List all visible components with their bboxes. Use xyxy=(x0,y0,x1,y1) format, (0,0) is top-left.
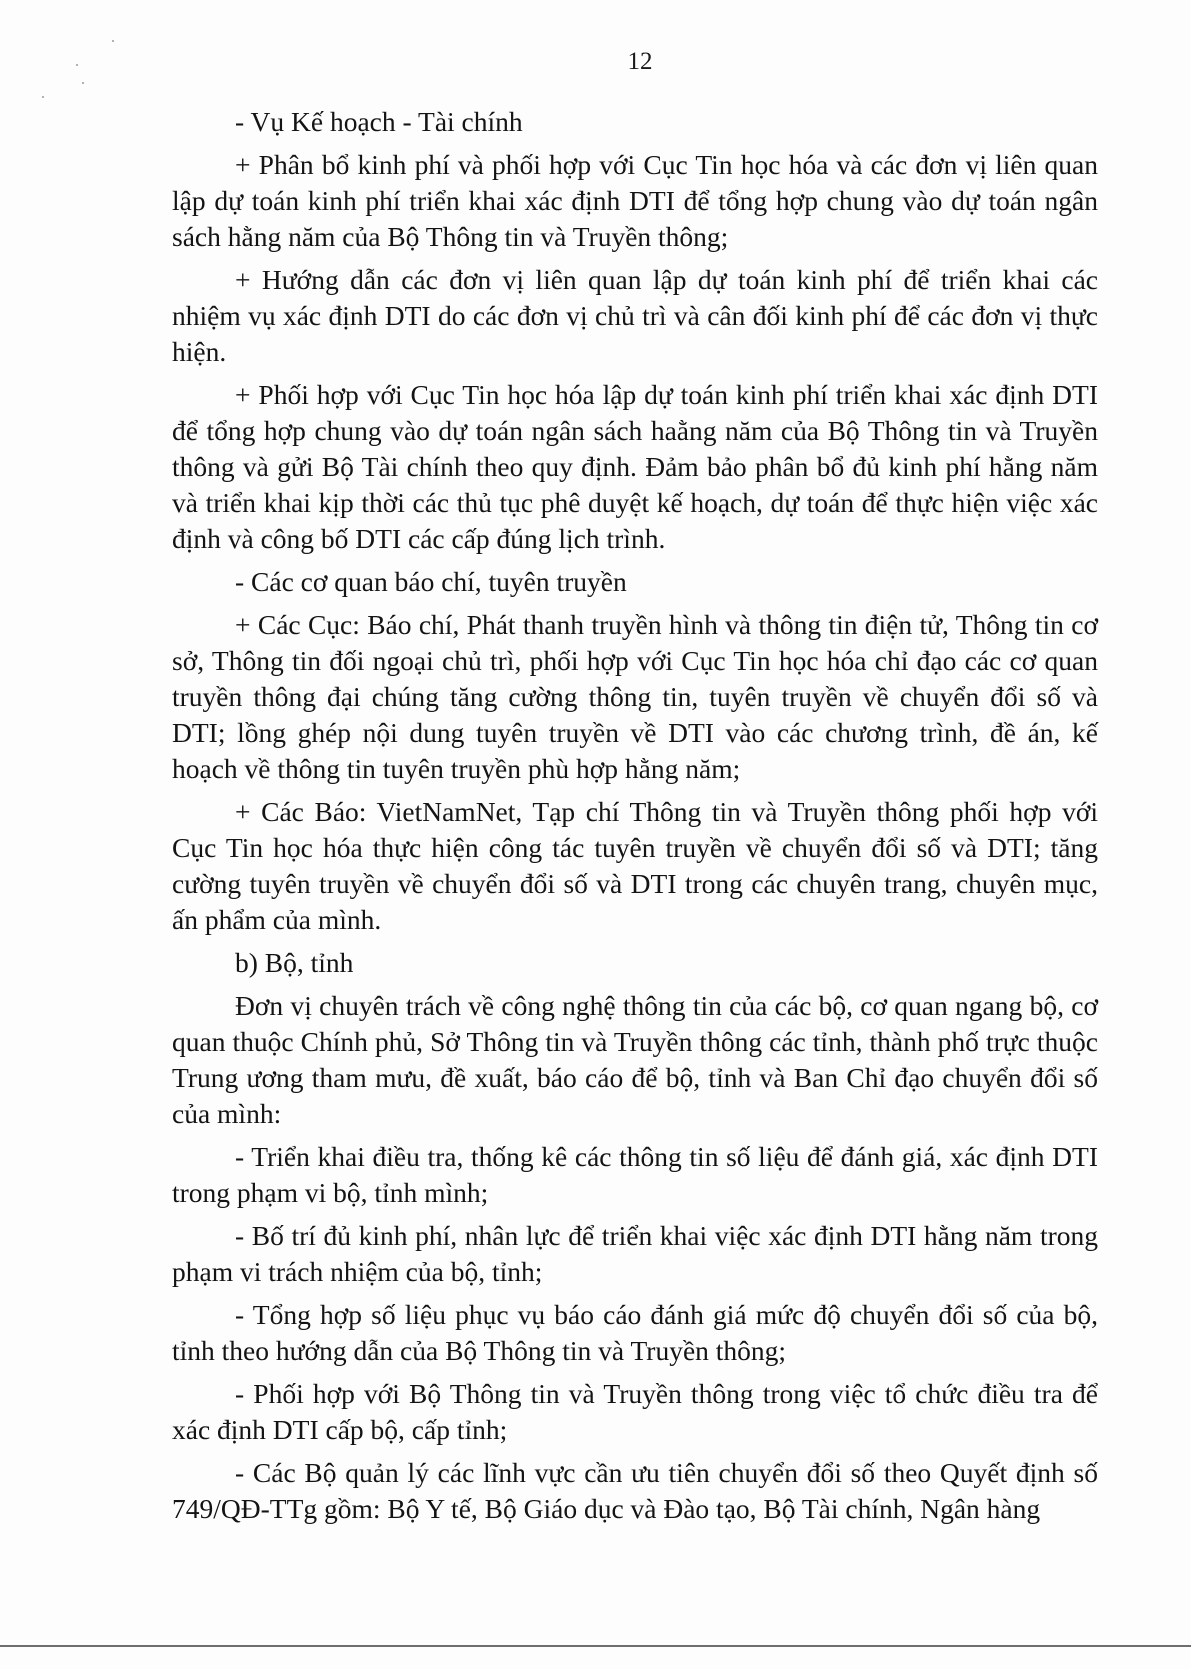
page-number: 12 xyxy=(627,48,653,75)
paragraph-press-newspapers: + Các Báo: VietNamNet, Tạp chí Thông tin và Truyền thông phối hợp với Cục Tin học hóa thực hiện công tác tuyên truyền về chuyển đổi số và DTI; tăng cường tuyên truyền về chuyển đổi số và DTI trong các chuyên trang, chuyên mục, ấn phẩm của mình. xyxy=(172,796,1098,935)
scan-bottom-edge xyxy=(0,1645,1191,1647)
section-heading-ministry-province: b) Bộ, tỉnh xyxy=(235,947,354,978)
list-item-funding: - Bố trí đủ kinh phí, nhân lực để triển khai việc xác định DTI hằng năm trong phạm vi trách nhiệm của bộ, tỉnh; xyxy=(172,1220,1098,1287)
scan-speck xyxy=(112,40,114,42)
list-item-data-summary: - Tổng hợp số liệu phục vụ báo cáo đánh giá mức độ chuyển đổi số của bộ, tỉnh theo hướng dẫn của Bộ Thông tin và Truyền thông; xyxy=(172,1299,1098,1366)
paragraph-budget-allocation: + Phân bổ kinh phí và phối hợp với Cục Tin học hóa và các đơn vị liên quan lập dự toán kinh phí triển khai xác định DTI để tổng hợp chung vào dự toán ngân sách hằng năm của Bộ Thông tin và Truyền thông; xyxy=(172,149,1098,252)
paragraph-budget-guidance: + Hướng dẫn các đơn vị liên quan lập dự toán kinh phí để triển khai các nhiệm vụ xác định DTI do các đơn vị chủ trì và cân đối kinh phí để các đơn vị thực hiện. xyxy=(172,264,1098,367)
scan-speck xyxy=(42,96,44,98)
list-item-coordination: - Phối hợp với Bộ Thông tin và Truyền thông trong việc tổ chức điều tra để xác định DTI cấp bộ, cấp tỉnh; xyxy=(172,1378,1098,1445)
paragraph-budget-coordination: + Phối hợp với Cục Tin học hóa lập dự toán kinh phí triển khai xác định DTI để tổng hợp chung vào dự toán ngân sách haằng năm của Bộ Thông tin và Truyền thông và gửi Bộ Tài chính theo quy định. Đảm bảo phân bổ đủ kinh phí hằng năm và triển khai kịp thời các thủ tục phê duyệt kế hoạch, dự toán để thực hiện việc xác định và công bố DTI các cấp đúng lịch trình. xyxy=(172,379,1098,554)
list-item-priority-ministries: - Các Bộ quản lý các lĩnh vực cần ưu tiên chuyển đổi số theo Quyết định số 749/QĐ-TTg gồm: Bộ Y tế, Bộ Giáo dục và Đào tạo, Bộ Tài chính, Ngân hàng xyxy=(172,1457,1098,1524)
section-heading-press-agencies: - Các cơ quan báo chí, tuyên truyền xyxy=(235,566,627,597)
scan-speck xyxy=(82,82,84,84)
paragraph-it-units: Đơn vị chuyên trách về công nghệ thông tin của các bộ, cơ quan ngang bộ, cơ quan thuộc Chính phủ, Sở Thông tin và Truyền thông các tỉnh, thành phố trực thuộc Trung ương tham mưu, đề xuất, báo cáo để bộ, tỉnh và Ban Chỉ đạo chuyển đổi số của mình: xyxy=(172,990,1098,1129)
list-item-survey: - Triển khai điều tra, thống kê các thông tin số liệu để đánh giá, xác định DTI trong phạm vi bộ, tỉnh mình; xyxy=(172,1141,1098,1208)
paragraph-press-departments: + Các Cục: Báo chí, Phát thanh truyền hình và thông tin điện tử, Thông tin cơ sở, Thông tin đối ngoại chủ trì, phối hợp với Cục Tin học hóa chỉ đạo các cơ quan truyền thông đại chúng tăng cường thông tin, tuyên truyền về chuyển đổi số và DTI; lồng ghép nội dung tuyên truyền về DTI vào các chương trình, đề án, kế hoạch về thông tin tuyên truyền phù hợp hằng năm; xyxy=(172,609,1098,784)
section-heading-planning-finance: - Vụ Kế hoạch - Tài chính xyxy=(235,106,523,137)
document-body xyxy=(172,104,1098,1534)
